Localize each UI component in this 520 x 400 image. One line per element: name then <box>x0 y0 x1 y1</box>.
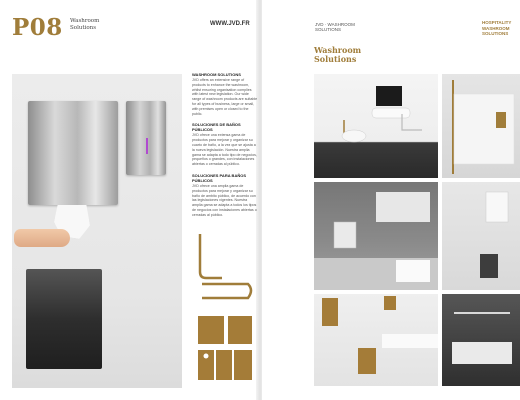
brand-line-1: Washroom <box>70 18 100 24</box>
wall-bin-shape <box>480 254 498 278</box>
badge-line-2: WASHROOM SOLUTIONS <box>482 25 510 36</box>
photo-gold-bins <box>314 294 438 386</box>
section-title <box>314 46 361 64</box>
text-heading: WASHROOM SOLUTIONS <box>192 72 241 77</box>
l-grab-bar-icon <box>200 234 222 278</box>
brand-label <box>70 18 99 31</box>
hospitality-badge <box>482 20 518 37</box>
vanity-shape <box>382 334 438 348</box>
text-body: JVD ofrece una extensa gama de productos para mejorar y organizar su cuarto de baño, a la vez que se ajusta a la nueva legislación. Nuestra amplia gama se adapta a todo tipo de negocios, pequeños o grandes, con instalaciones abiertas o cerradas al público. <box>192 133 257 167</box>
mirror-shape <box>376 86 402 106</box>
shower-seat-shape <box>452 342 512 364</box>
shower-illustration <box>442 74 520 178</box>
company-logo: JVD · WASHROOM SOLUTIONS <box>315 22 355 32</box>
gold-dispenser-shape <box>322 298 338 326</box>
text-column <box>192 72 258 224</box>
wall-dispenser-shape <box>486 192 508 222</box>
brand-line-2: Solutions <box>70 24 97 31</box>
gold-panel-icon <box>216 350 232 380</box>
text-block-en <box>192 72 258 116</box>
website-link[interactable]: WWW.JVD.FR <box>210 21 250 27</box>
gold-dispenser-shape <box>384 296 396 310</box>
gold-accessory-shape <box>496 112 506 128</box>
section-title-line-1: Washroom <box>314 45 362 55</box>
accessible-washroom-illustration <box>314 74 438 178</box>
photo-sink-area <box>314 182 438 290</box>
gold-bin-shape <box>358 348 376 374</box>
sink-shape <box>372 108 410 118</box>
towel-dispenser-illustration <box>442 182 520 290</box>
towel-dispenser-image <box>28 101 118 205</box>
panel-hole-icon <box>204 354 209 359</box>
photo-accessible-washroom <box>314 74 438 178</box>
hand-image <box>14 229 70 247</box>
waste-bin-image <box>26 269 102 369</box>
window-shape <box>376 192 430 222</box>
dispenser-shape <box>334 222 356 248</box>
text-body: JVD offers an extensive range of products to enhance the washroom, whilst ensuring organisation complies with latest new legislation. Our wide range of washroom products are suitable for all types of business, large or small, with premises open or closed to the public. <box>192 78 258 116</box>
photo-dark-shower <box>442 294 520 386</box>
folding-grab-bar-icon <box>202 284 251 298</box>
shower-rail-shape <box>452 80 454 174</box>
sink-area-illustration <box>314 182 438 290</box>
dark-shower-illustration <box>442 294 520 386</box>
product-drawings <box>194 232 256 382</box>
page-code: P08 <box>12 14 63 41</box>
text-block-es-2 <box>192 173 258 218</box>
glass-panel-shape <box>454 94 514 164</box>
text-heading: SOLUCIONES PARA BAÑOS PÚBLICOS <box>192 172 247 183</box>
photo-towel-dispenser <box>442 182 520 290</box>
toilet-shape <box>342 130 366 142</box>
text-heading: SOLUCIONES DE BAÑOS PÚBLICOS <box>192 122 241 133</box>
text-block-es <box>192 122 258 167</box>
text-body: JVD ofrece una amplia gama de productos para mejorar y organizar su baño de ambito público, de acuerdo con las legislaciones vigentes. Nuestra amplia gama se adapta a todos los tipos de negocios con instalaciones abiertas o cerradas al público. <box>192 183 257 217</box>
gold-bins-illustration <box>314 294 438 386</box>
badge-line-1: HOSPITALITY <box>482 20 512 25</box>
gold-panel-icon <box>234 350 252 380</box>
section-title-line-2: Solutions <box>314 54 357 64</box>
grab-bar-drawings <box>194 232 256 382</box>
photo-shower <box>442 74 520 178</box>
gold-panel-icon <box>198 316 224 344</box>
grab-rail-shape <box>454 312 510 314</box>
gold-panel-icon <box>228 316 252 344</box>
basin-shape <box>396 260 430 282</box>
dispenser-led <box>146 138 148 154</box>
